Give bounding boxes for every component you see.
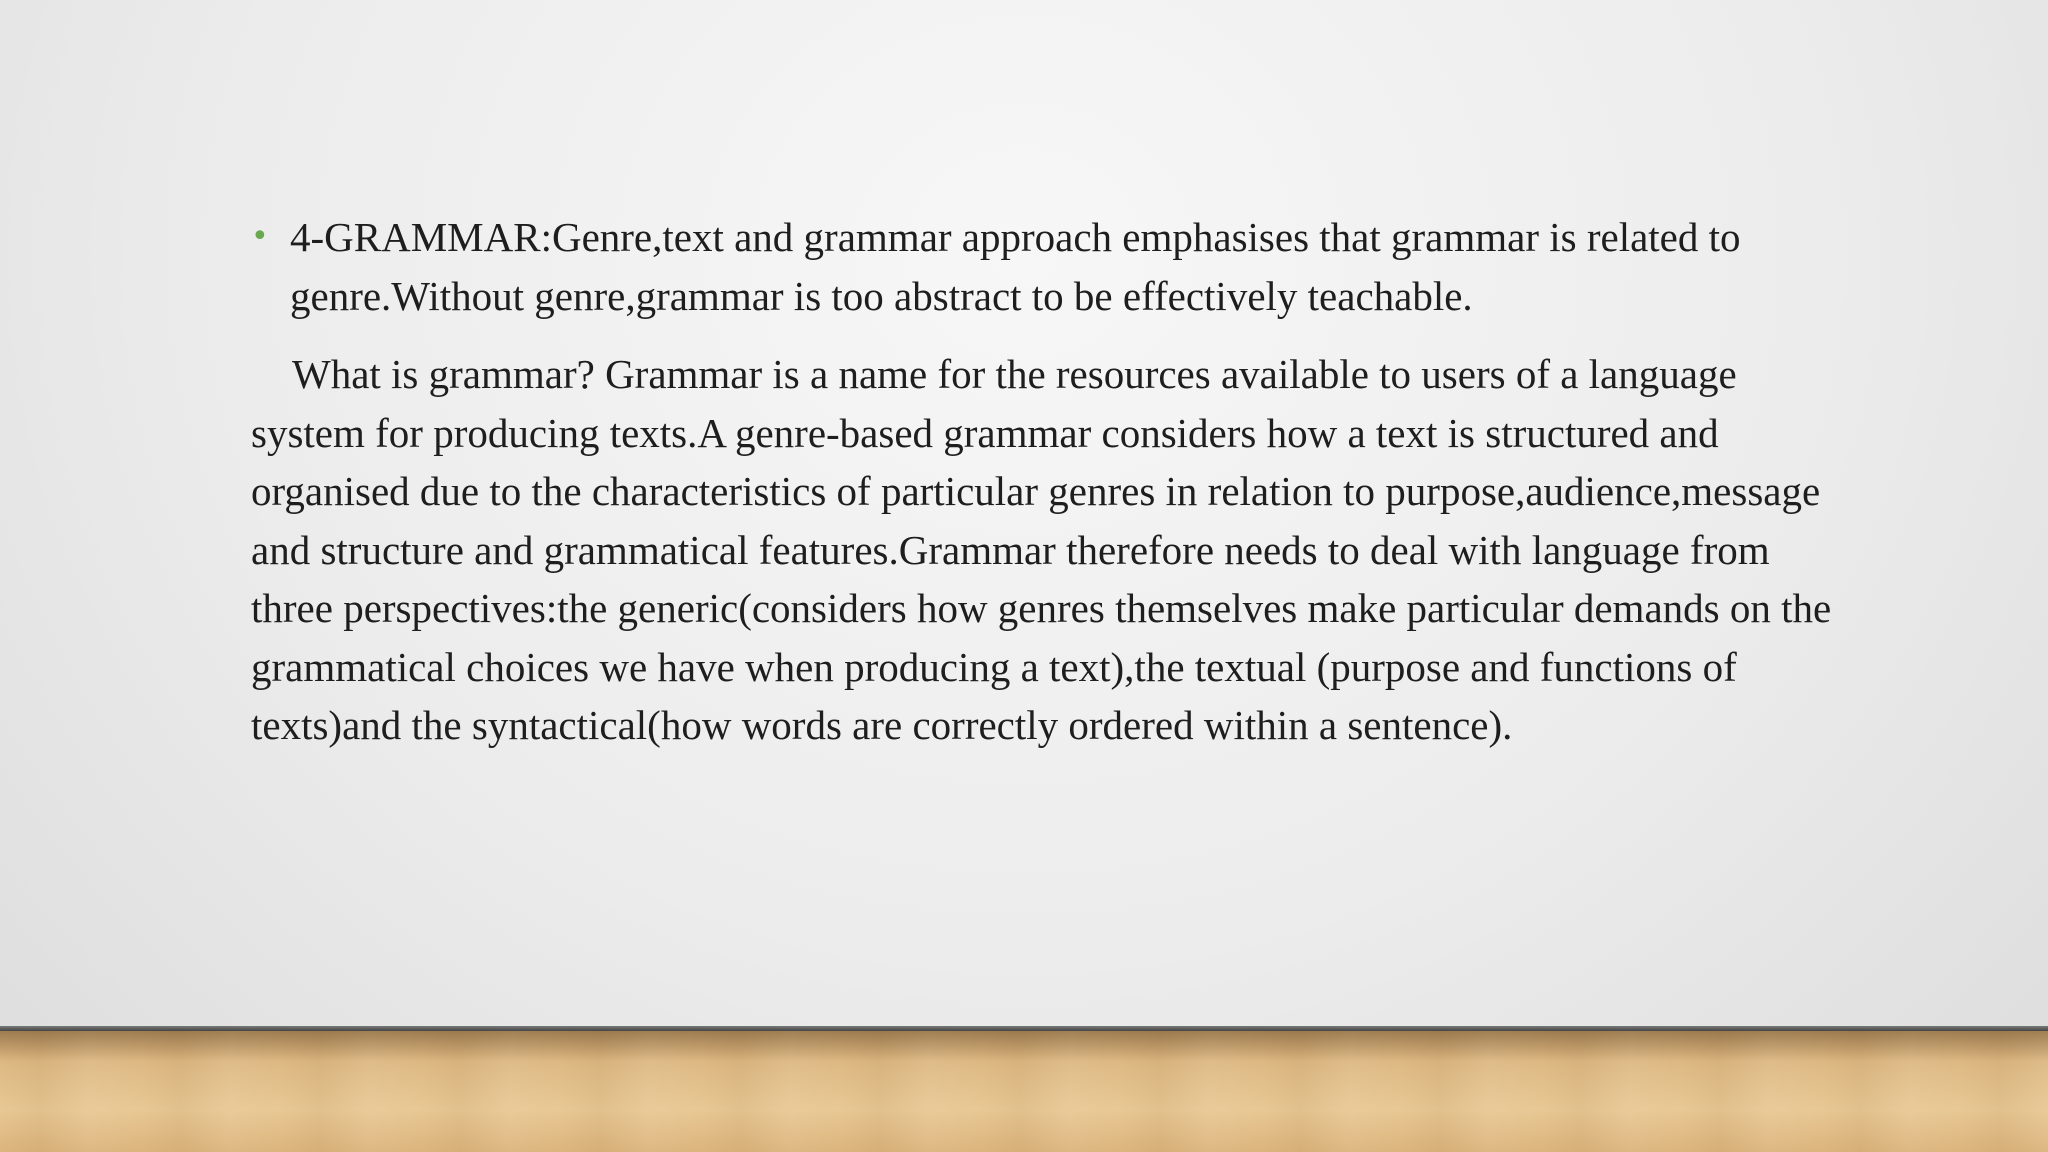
bullet-dot-icon: • [251,219,269,254]
bullet-text: 4-GRAMMAR:Genre,text and grammar approach emphasises that grammar is related to genre.Without genre,grammar is too abstract to be effectively teachable. [290,214,1741,319]
slide-body [251,208,1851,755]
bullet-item [251,208,1851,325]
body-paragraph: What is grammar? Grammar is a name for the resources available to users of a language system for producing texts.A genre-based grammar considers how a text is structured and organised due to the characteristics of particular genres in relation to purpose,audience,message and structure and grammatical features.Grammar therefore needs to deal with language from three perspectives:the generic(considers how genres themselves make particular demands on the grammatical choices we have when producing a text),the textual (purpose and functions of texts)and the syntactical(how words are correctly ordered within a sentence). [251,351,1832,748]
floor-shadow [0,1031,2048,1061]
